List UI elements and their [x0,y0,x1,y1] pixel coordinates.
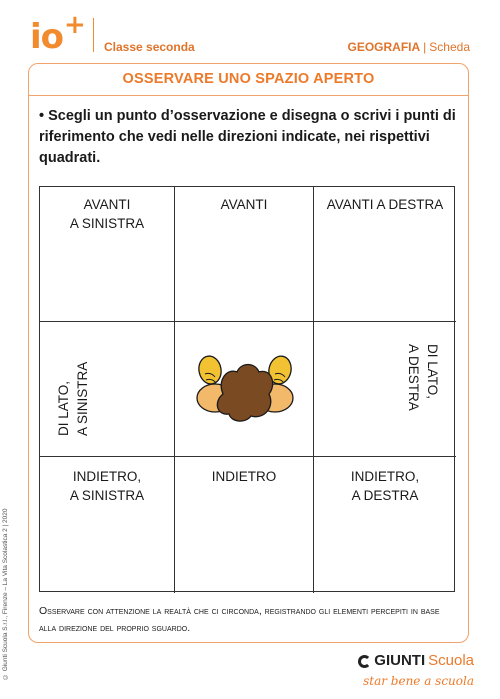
cell-top-right[interactable] [314,187,456,322]
label-bottom-left-line1: INDIETRO, [72,469,142,484]
cell-bottom-center[interactable] [175,457,314,593]
header-divider [93,18,94,52]
label-top-right: AVANTI A DESTRA [326,197,444,212]
label-bottom-right-line1: INDIETRO, [350,469,420,484]
plus-icon: + [64,10,86,40]
subject-label [348,40,471,54]
label-bottom-left-line2: A SINISTRA [69,488,145,503]
label-middle-right-line2: A DESTRA [406,344,421,411]
label-middle-right-line1: DI LATO, [425,344,440,400]
label-top-left [40,195,174,233]
label-middle-left-line2: A SINISTRA [75,361,90,436]
label-bottom-center: INDIETRO [211,469,277,484]
sheet-label: Scheda [429,40,470,54]
label-top-left-line2: A SINISTRA [69,216,145,231]
instruction-text: • Scegli un punto d’osservazione e disegna o scrivi i punti di riferimento che vedi nelle direzioni indicate, nei rispettivi quadrati. [39,108,456,166]
label-middle-left-line1: DI LATO, [56,380,71,436]
cell-top-center[interactable] [175,187,314,322]
brand-tagline: star bene a scuola [363,674,474,688]
cell-bottom-right[interactable] [314,457,456,593]
cell-center-observer [175,322,314,457]
cell-bottom-left[interactable] [40,457,175,593]
subject-separator: | [423,40,427,54]
io-logo: io [30,17,64,57]
subject-name: GEOGRAFIA [347,40,421,54]
title-divider [28,95,469,96]
cell-top-left[interactable] [40,187,175,322]
brand-name-main: GIUNTI [374,652,426,669]
cell-middle-left[interactable] [40,322,175,457]
label-bottom-right-line2: A DESTRA [351,488,419,503]
publisher-brand [358,652,474,688]
label-top-left-line1: AVANTI [83,197,131,212]
label-middle-right [402,344,442,434]
label-middle-left [54,346,94,436]
label-top-center: AVANTI [220,197,268,212]
brand-name-accent: Scuola [428,652,474,669]
label-bottom-right [314,467,456,505]
observer-head-icon [193,350,297,426]
direction-grid [39,186,455,592]
footnote-text: Osservare con attenzione la realtà che ci circonda, registrando gli elementi percepiti in base alla direzione del proprio sguardo. [39,605,440,634]
brand-name [358,652,474,669]
worksheet-title: OSSERVARE UNO SPAZIO APERTO [122,71,375,87]
grade-label: Classe seconda [104,40,195,54]
giunti-g-icon [358,655,371,668]
copyright-credit: © Giunti Scuola S.r.l., Firenze – La Vita Scolastica 2 | 2020 [2,508,9,680]
cell-middle-right[interactable] [314,322,456,457]
label-bottom-left [40,467,174,505]
